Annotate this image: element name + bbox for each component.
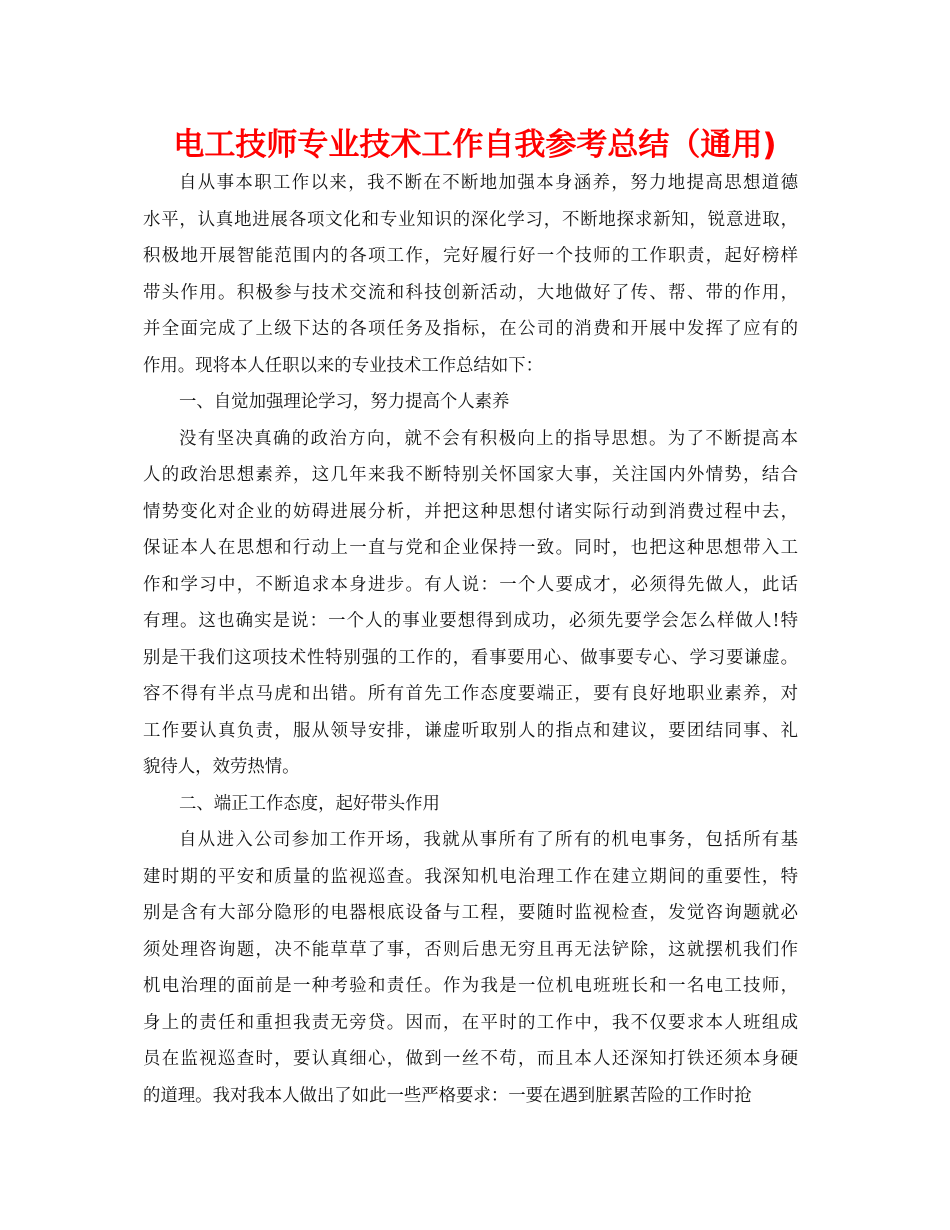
text-line: 貌待人，效劳热情。: [143, 757, 300, 777]
text-line: 保证本人在思想和行动上一直与党和企业保持一致。同时，也把这种思想带入工: [143, 538, 800, 558]
text-line: 没有坚决真确的政治方向，就不会有积极向上的指导思想。为了不断提高本: [179, 428, 800, 449]
text-line: 员在监视巡查时，要认真细心，做到一丝不苟，而且本人还深知打铁还须本身硬: [143, 1049, 800, 1069]
text-line: 作和学习中，不断追求本身进步。有人说：一个人要成才，必须得先做人，此话: [143, 574, 800, 595]
text-line: 有理。这也确实是说：一个人的事业要想得到成功，必须先要学会怎么样做人!特: [143, 611, 800, 631]
document-body: [143, 165, 798, 1114]
text-line: 一、自觉加强理论学习，努力提高个人素养: [179, 392, 510, 412]
text-line: 自从进入公司参加工作开场，我就从事所有了所有的机电事务，包括所有基: [179, 830, 800, 850]
text-line: 二、端正工作态度，起好带头作用: [179, 793, 440, 814]
text-line: 并全面完成了上级下达的各项任务及指标，在公司的消费和开展中发挥了应有的: [143, 319, 800, 339]
text-line: 积极地开展智能范围内的各项工作，完好履行好一个技师的工作职责，起好榜样: [143, 246, 800, 266]
text-line: 须处理咨询题，决不能草草了事，否则后患无穷且再无法铲除，这就摆机我们作: [143, 939, 800, 960]
text-line: 人的政治思想素养，这几年来我不断特别关怀国家大事，关注国内外情势，结合: [143, 465, 800, 485]
text-line: 别是干我们这项技术性特别强的工作的，看事要用心、做事要专心、学习要谦虚。: [143, 647, 799, 668]
text-line: 水平，认真地进展各项文化和专业知识的深化学习，不断地探求新知，锐意进取，: [143, 209, 799, 230]
text-line: 情势变化对企业的妨碍进展分析，并把这种思想付诸实际行动到消费过程中去，: [143, 501, 800, 522]
document-title: 电工技师专业技术工作自我参考总结（通用): [173, 127, 777, 163]
text-line: 自从事本职工作以来，我不断在不断地加强本身涵养，努力地提高思想道德: [179, 173, 800, 193]
text-line: 作用。现将本人任职以来的专业技术工作总结如下：: [143, 355, 543, 376]
text-line: 容不得有半点马虎和出错。所有首先工作态度要端正，要有良好地职业素养，对: [143, 684, 800, 704]
text-line: 工作要认真负责，服从领导安排，谦虚听取别人的指点和建议，要团结同事、礼: [143, 720, 800, 741]
text-line: 机电治理的面前是一种考验和责任。作为我是一位机电班班长和一名电工技师，: [143, 976, 800, 996]
text-line: 带头作用。积极参与技术交流和科技创新活动，大地做好了传、帮、带的作用，: [143, 282, 800, 303]
text-line: 别是含有大部分隐形的电器根底设备与工程，要随时监视检查，发觉咨询题就必: [143, 903, 800, 923]
text-line: 建时期的平安和质量的监视巡查。我深知机电治理工作在建立期间的重要性，特: [143, 866, 800, 887]
text-line: 身上的责任和重担我责无旁贷。因而，在平时的工作中，我不仅要求本人班组成: [143, 1012, 800, 1033]
text-line: 的道理。我对我本人做出了如此一些严格要求：一要在遇到脏累苦险的工作时抢: [143, 1085, 752, 1106]
